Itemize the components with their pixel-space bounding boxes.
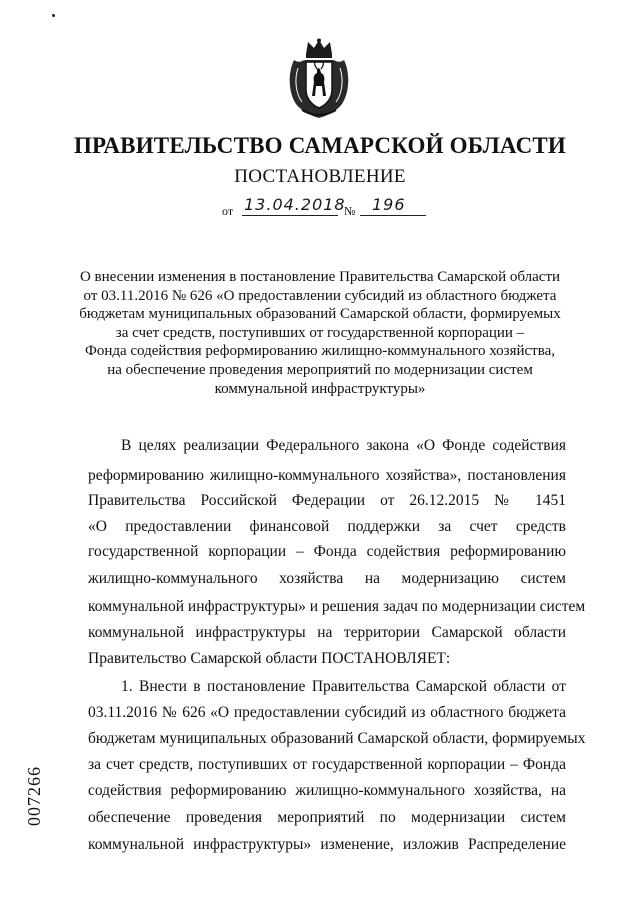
body-line: реформированию жилищно-коммунального хозяйства», постановления xyxy=(88,467,566,484)
body-line: 1. Внести в постановление Правительства Самарской области от xyxy=(121,678,566,695)
registration-number: 007266 xyxy=(24,766,44,826)
body-line: за счет средств, поступивших от государственной корпорации – Фонда xyxy=(88,756,566,773)
body-line: коммунальной инфраструктуры» изменение, изложив Распределение xyxy=(88,836,566,853)
subject-line: коммунальной инфраструктуры» xyxy=(214,380,426,397)
body-line: жилищно-коммунального хозяйства на модернизацию систем xyxy=(88,570,566,587)
document-body xyxy=(88,0,586,905)
subject-line: бюджетам муниципальных образований Самарской области, формируемых xyxy=(79,306,561,323)
handwritten-number: 196 xyxy=(372,195,406,214)
scan-speck xyxy=(52,14,55,17)
government-title: ПРАВИТЕЛЬСТВО САМАРСКОЙ ОБЛАСТИ xyxy=(73,133,567,158)
number-prefix: № xyxy=(344,204,356,218)
body-line: «О предоставлении финансовой поддержки за счет средств xyxy=(88,518,566,535)
document-type: ПОСТАНОВЛЕНИЕ xyxy=(234,166,406,187)
subject-line: за счет средств, поступивших от государственной корпорации – xyxy=(115,324,525,341)
body-line: 03.11.2016 № 626 «О предоставлении субсидий из областного бюджета xyxy=(88,704,566,721)
date-prefix: от xyxy=(222,204,234,218)
body-line: содействия реформированию жилищно-коммунального хозяйства, на xyxy=(88,782,566,799)
body-line: В целях реализации Федерального закона «О Фонде содействия xyxy=(121,437,566,454)
body-line: государственной корпорации – Фонда содействия реформированию xyxy=(88,543,566,560)
body-line: бюджетам муниципальных образований Самарской области, формируемых xyxy=(88,730,586,747)
subject-line: от 03.11.2016 № 626 «О предоставлении субсидий из областного бюджета xyxy=(83,287,557,304)
subject-line: Фонда содействия реформированию жилищно-коммунального хозяйства, xyxy=(84,343,556,360)
subject-line: на обеспечение проведения мероприятий по модернизации систем xyxy=(107,361,533,378)
body-line: Правительство Самарской области ПОСТАНОВЛЯЕТ: xyxy=(88,650,451,667)
body-line: коммунальной инфраструктуры» и решения задач по модернизации систем xyxy=(88,598,586,615)
body-line: Правительства Российской Федерации от 26.12.2015 № 1451 xyxy=(88,492,566,509)
body-line: коммунальной инфраструктуры на территории Самарской области xyxy=(88,624,566,641)
subject-line: О внесении изменения в постановление Правительства Самарской области xyxy=(79,269,561,285)
handwritten-date: 13.04.2018 xyxy=(244,195,346,214)
body-line: обеспечение проведения мероприятий по модернизации систем xyxy=(88,809,566,826)
